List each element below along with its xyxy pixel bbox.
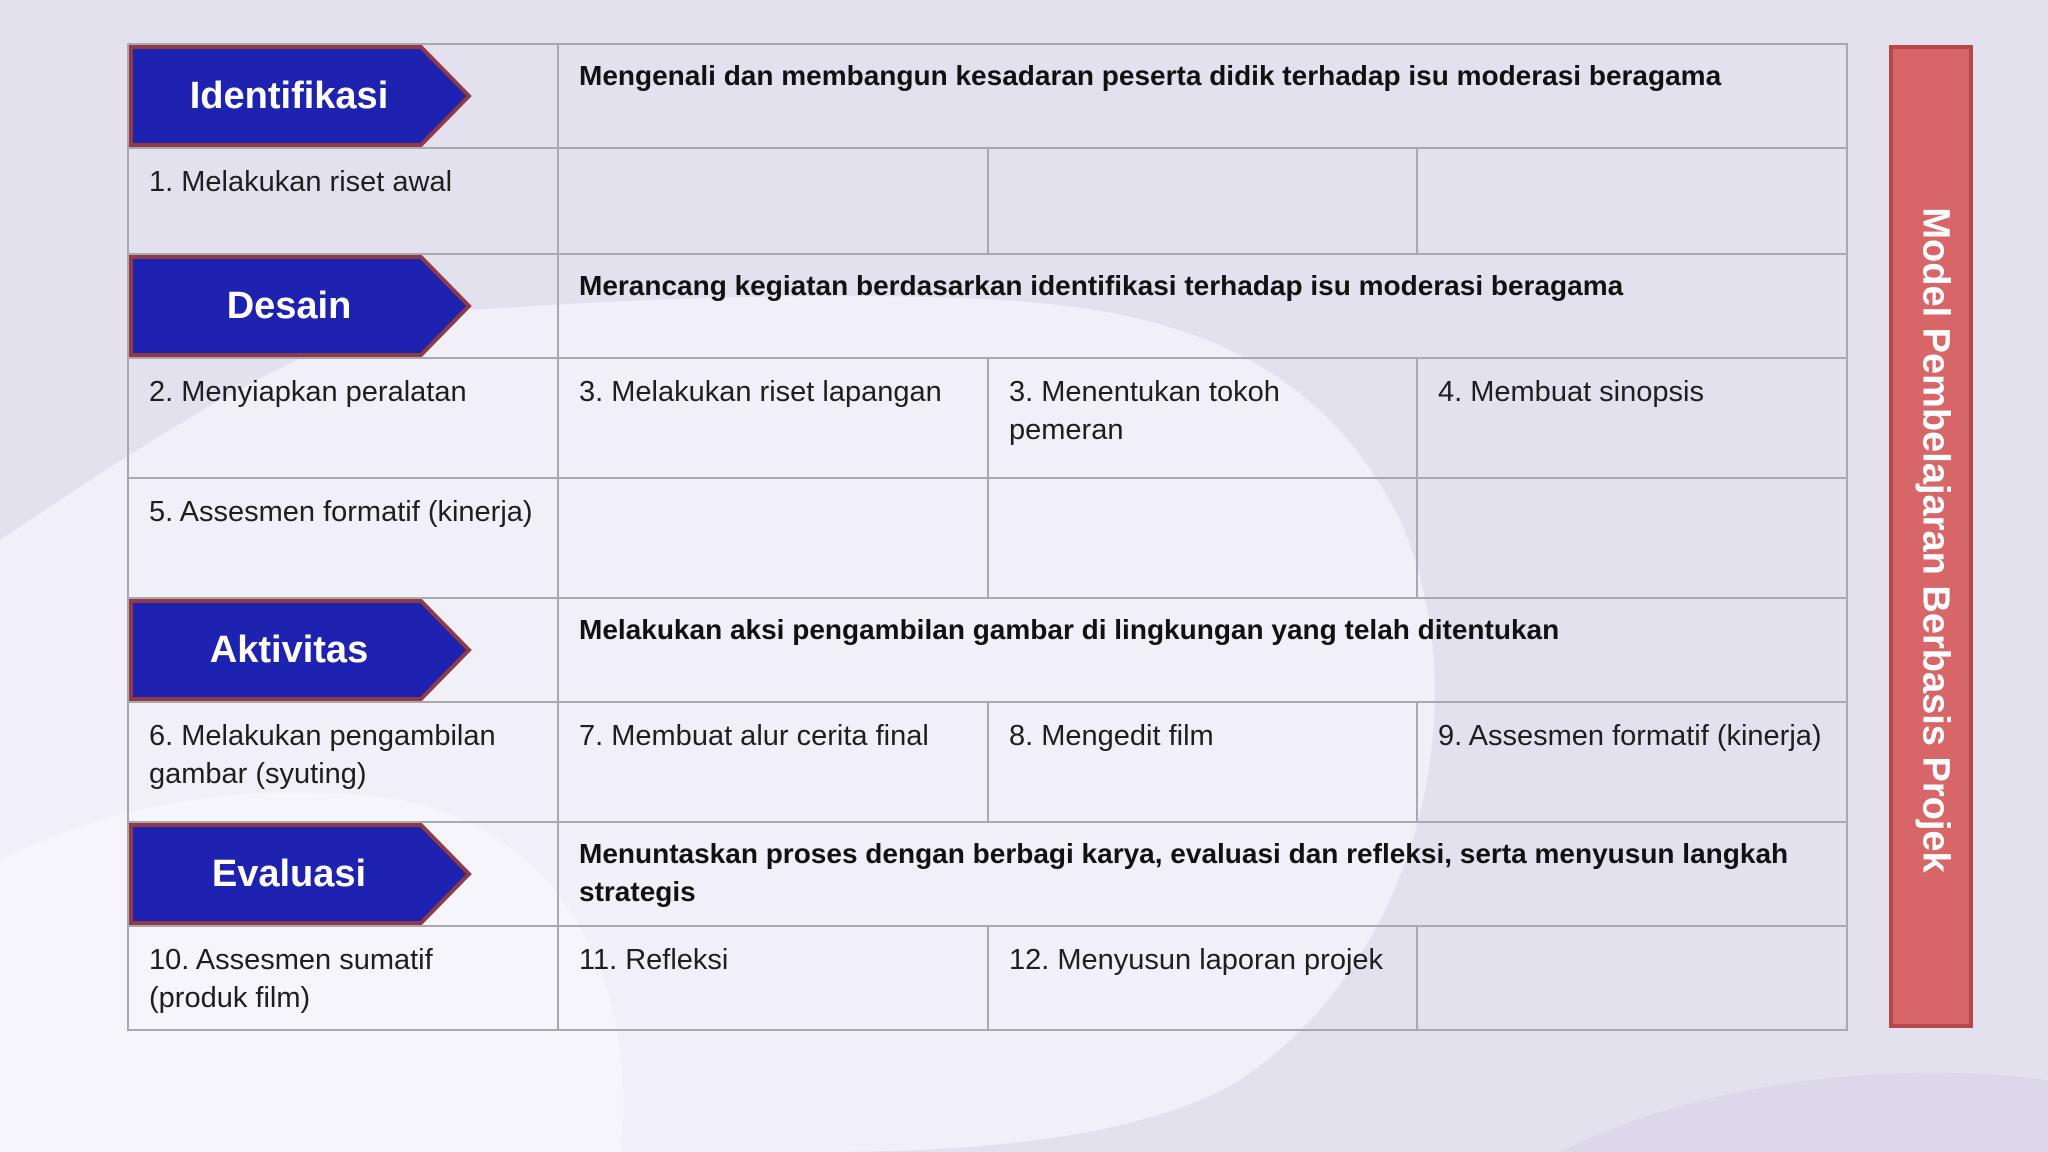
- empty-cell: [558, 148, 988, 254]
- step-text: 1. Melakukan riset awal: [149, 166, 453, 198]
- step-text: 3. Melakukan riset lapangan: [579, 376, 942, 408]
- step-cell: [1417, 358, 1847, 478]
- step-cell: [558, 926, 988, 1030]
- step-cell: [988, 358, 1417, 478]
- step-cell: [128, 358, 558, 478]
- empty-cell: [1417, 478, 1847, 598]
- step-row: [128, 148, 1847, 254]
- empty-cell: [988, 148, 1417, 254]
- step-cell: [988, 926, 1417, 1030]
- phase-description-cell: [558, 822, 1847, 926]
- phase-header-row: [128, 44, 1847, 148]
- step-cell: [128, 478, 558, 598]
- phase-description-cell: [558, 44, 1847, 148]
- step-row: [128, 358, 1847, 478]
- phase-badge-cell: [128, 44, 558, 148]
- phase-badge: [129, 255, 473, 357]
- step-text: 8. Mengedit film: [1009, 720, 1214, 752]
- step-text: 7. Membuat alur cerita final: [579, 720, 929, 752]
- empty-cell: [558, 478, 988, 598]
- phase-name: Desain: [226, 285, 352, 327]
- empty-cell: [1417, 926, 1847, 1030]
- step-cell: [558, 702, 988, 822]
- phase-header-row: [128, 254, 1847, 358]
- step-cell: [128, 148, 558, 254]
- step-text: 9. Assesmen formatif (kinerja): [1438, 720, 1822, 752]
- step-text: 10. Assesmen sumatif (produk film): [149, 944, 433, 1014]
- pjbl-steps-table: [127, 43, 1848, 1031]
- step-text: 5. Assesmen formatif (kinerja): [149, 496, 533, 528]
- step-text: 3. Menentukan tokoh pemeran: [1009, 376, 1280, 446]
- phase-description: Menuntaskan proses dengan berbagi karya, evaluasi dan refleksi, serta menyusun langkah strategis: [579, 838, 1789, 907]
- step-text: 2. Menyiapkan peralatan: [149, 376, 467, 408]
- empty-cell: [1417, 148, 1847, 254]
- step-text: 11. Refleksi: [579, 944, 729, 976]
- phase-badge: [129, 45, 473, 147]
- step-text: 12. Menyusun laporan projek: [1009, 944, 1384, 976]
- step-cell: [1417, 702, 1847, 822]
- phase-description: Merancang kegiatan berdasarkan identifikasi terhadap isu moderasi beragama: [579, 270, 1624, 301]
- phase-badge-cell: [128, 598, 558, 702]
- step-text: 4. Membuat sinopsis: [1438, 376, 1704, 408]
- step-cell: [988, 702, 1417, 822]
- empty-cell: [988, 478, 1417, 598]
- phase-badge: [129, 823, 473, 925]
- phase-description-cell: [558, 598, 1847, 702]
- step-cell: [128, 702, 558, 822]
- phase-badge-cell: [128, 822, 558, 926]
- step-row: [128, 478, 1847, 598]
- step-cell: [558, 358, 988, 478]
- phase-badge-cell: [128, 254, 558, 358]
- phase-header-row: [128, 822, 1847, 926]
- step-cell: [128, 926, 558, 1030]
- phase-name: Evaluasi: [211, 853, 367, 895]
- phase-name: Identifikasi: [189, 75, 389, 117]
- phase-badge: [129, 599, 473, 701]
- step-text: 6. Melakukan pengambilan gambar (syuting): [149, 720, 496, 790]
- step-row: [128, 702, 1847, 822]
- phase-description-cell: [558, 254, 1847, 358]
- step-row: [128, 926, 1847, 1030]
- side-banner: [1889, 45, 1973, 1028]
- phase-description: Melakukan aksi pengambilan gambar di lingkungan yang telah ditentukan: [579, 614, 1560, 645]
- phase-description: Mengenali dan membangun kesadaran peserta didik terhadap isu moderasi beragama: [579, 60, 1722, 91]
- phase-header-row: [128, 598, 1847, 702]
- side-banner-title: Model Pembelajaran Berbasis Projek: [1914, 207, 1957, 873]
- phase-name: Aktivitas: [209, 629, 369, 671]
